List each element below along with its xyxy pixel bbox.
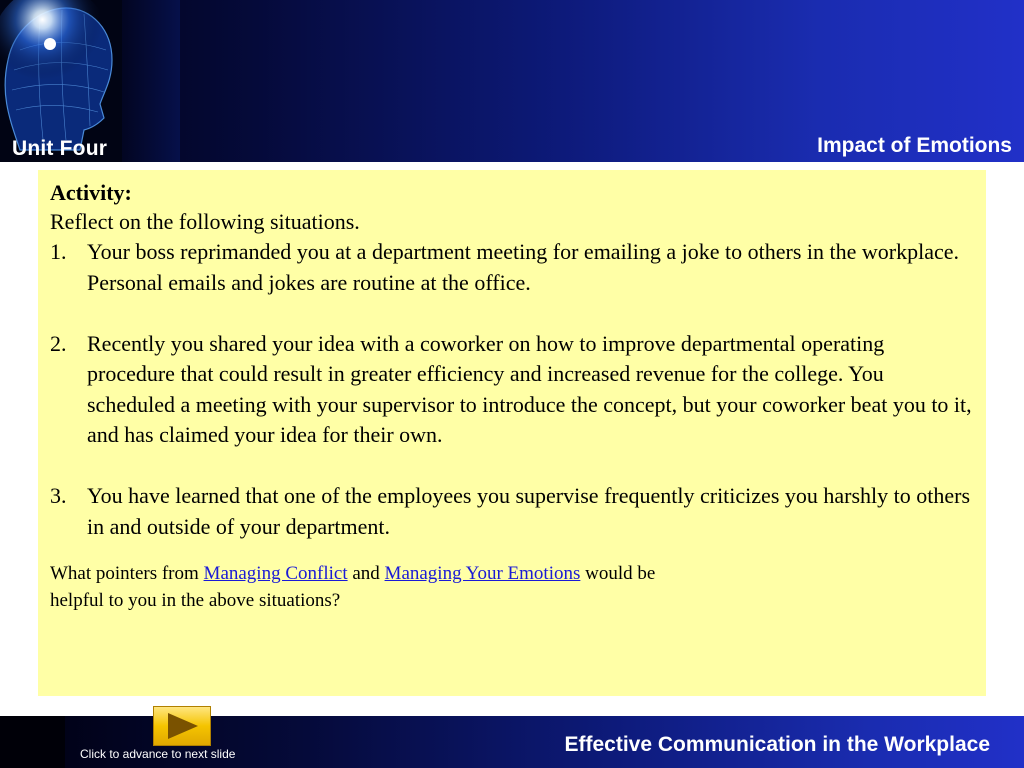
situations-list (50, 237, 974, 542)
list-item (50, 481, 974, 542)
topic-title: Impact of Emotions (817, 134, 1012, 157)
list-item-text: Recently you shared your idea with a coworker on how to improve departmental operating procedure that could result in greater efficiency and increased revenue for the college. You scheduled a meeting with your supervisor to introduce the concept, but your coworker beat you to it, and has claimed your idea for their own. (87, 330, 972, 447)
question-prefix: What pointers from (50, 563, 204, 584)
activity-heading: Activity: (50, 180, 132, 205)
question-suffix-line2: helpful to you in the above situations? (50, 590, 341, 611)
next-slide-button[interactable] (153, 706, 211, 746)
list-item (50, 237, 974, 298)
reflection-question (50, 560, 790, 614)
list-item-number: 2. (50, 330, 67, 356)
list-item-number: 3. (50, 483, 67, 508)
activity-panel (38, 170, 986, 696)
advance-label: Click to advance to next slide (80, 747, 236, 761)
footer-dark-strip (0, 716, 65, 768)
activity-intro: Reflect on the following situations. (50, 209, 360, 234)
unit-label: Unit Four (12, 137, 108, 160)
managing-conflict-link[interactable]: Managing Conflict (203, 563, 348, 584)
course-title: Effective Communication in the Workplace (564, 733, 990, 756)
list-item-text: You have learned that one of the employees you supervise frequently criticizes you harshly to others in and outside of your department. (87, 483, 971, 539)
question-suffix: would be (580, 563, 656, 584)
header-dark-strip (120, 0, 180, 162)
list-item (50, 329, 974, 451)
list-item-text: Your boss reprimanded you at a department meeting for emailing a joke to others in the workplace. Personal emails and jokes are routine at the office. (87, 239, 960, 295)
managing-your-emotions-link[interactable]: Managing Your Emotions (384, 563, 581, 584)
list-item-number: 1. (50, 239, 67, 264)
play-arrow-icon (154, 707, 210, 745)
question-middle: and (347, 563, 385, 584)
header-band (0, 0, 1024, 162)
